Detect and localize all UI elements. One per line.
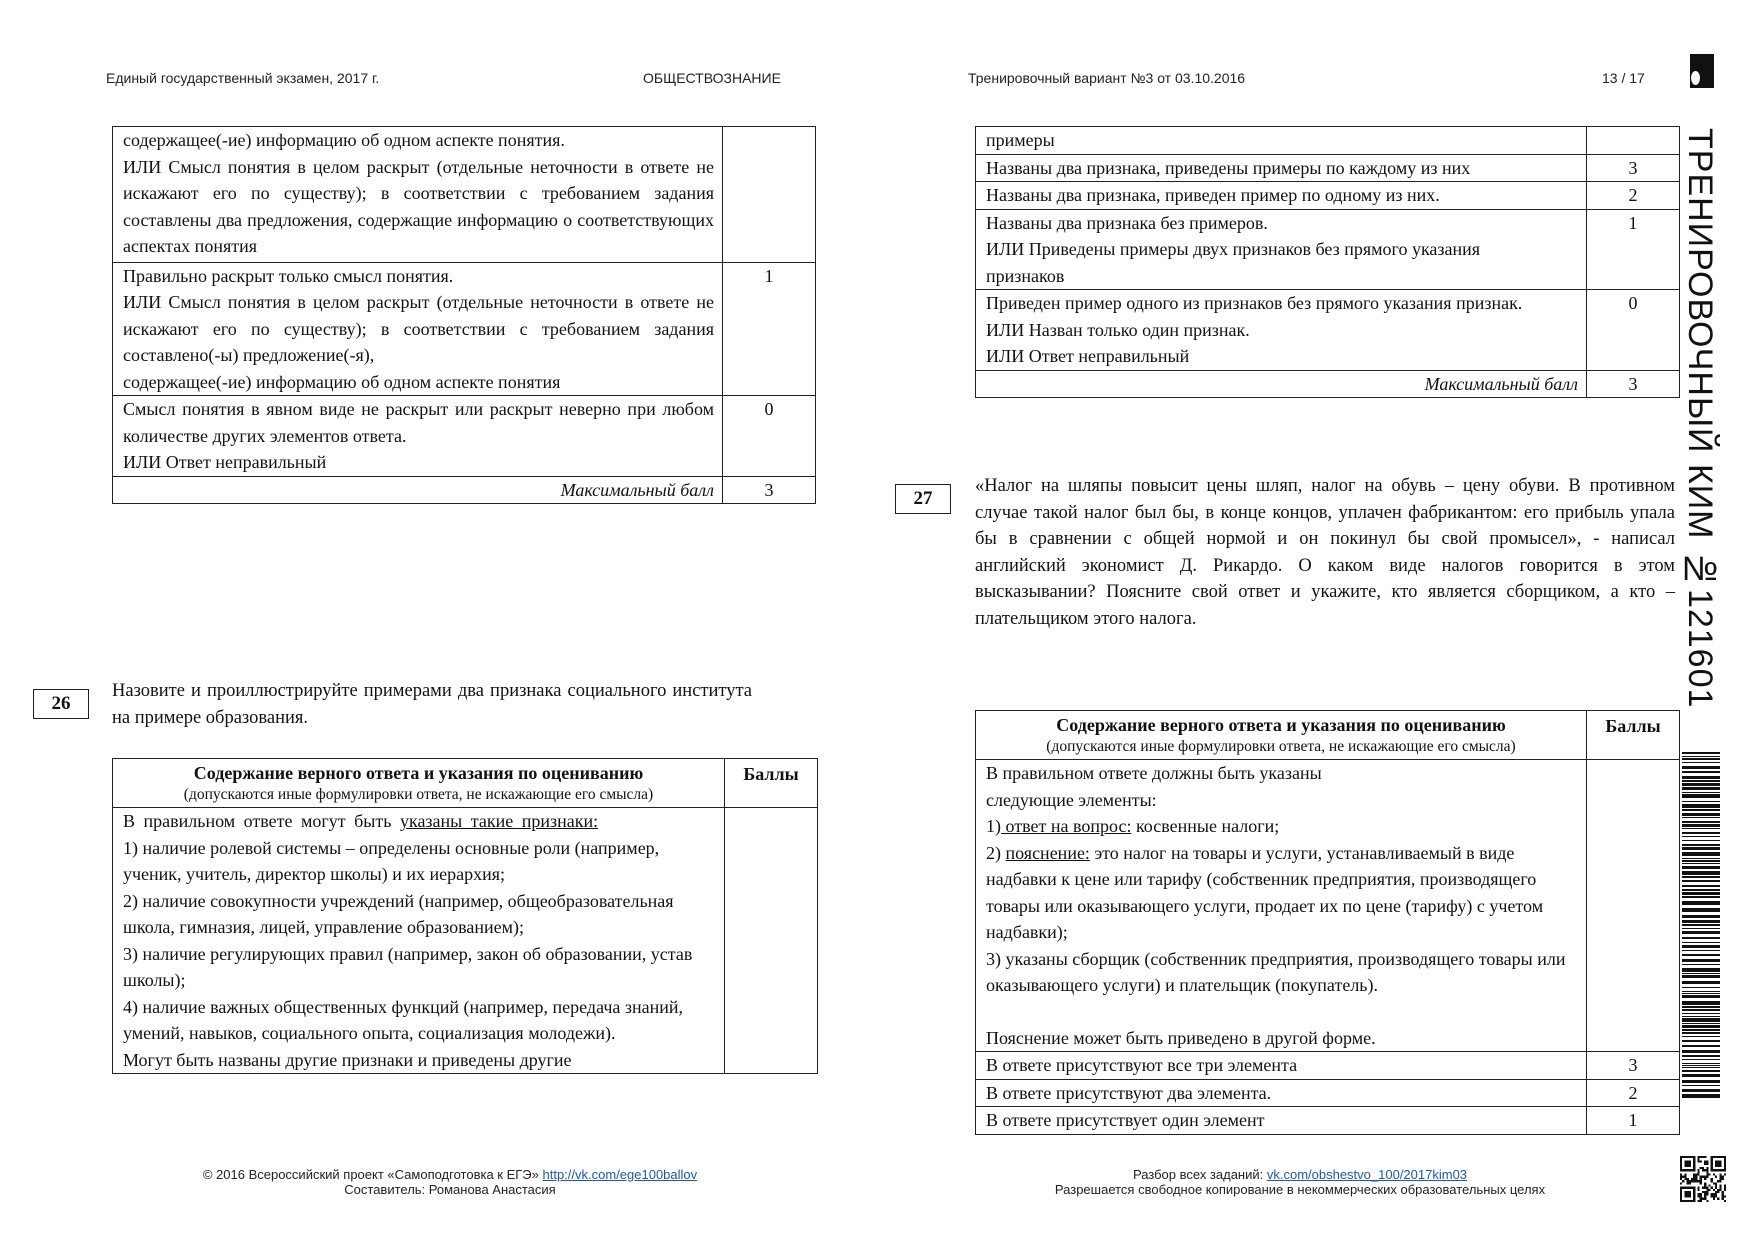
footer-author: Составитель: Романова Анастасия	[344, 1182, 556, 1197]
answer-intro: В правильном ответе должны быть указаны следующие элементы:	[986, 763, 1322, 810]
footer-right	[1000, 1167, 1600, 1197]
table-row	[113, 262, 816, 396]
barcode-icon	[1682, 752, 1720, 1100]
answer-item: 3) наличие регулирующих правил (например, закон об образовании, устав школы);	[123, 943, 693, 990]
criteria-cell: В ответе присутствует один элемент	[976, 1107, 1587, 1135]
table-row	[976, 127, 1680, 155]
q25-scoring-table	[112, 126, 816, 504]
table-row	[976, 154, 1680, 182]
score-cell: 1	[1587, 209, 1680, 290]
header-subject: ОБЩЕСТВОЗНАНИЕ	[643, 70, 781, 86]
footer-analysis-link[interactable]: vk.com/obshestvo_100/2017kim03	[1266, 1167, 1468, 1182]
table-row	[976, 1107, 1680, 1135]
max-score-value: 3	[723, 476, 816, 504]
side-label: ТРЕНИРОВОЧНЫЙ КИМ №121601	[1681, 128, 1719, 709]
table-row	[976, 370, 1680, 398]
criteria-cell: Названы два признака, приведены примеры по каждому из них	[976, 154, 1587, 182]
criteria-line: Смысл понятия в явном виде не раскрыт или раскрыт неверно при любом количестве других элементов ответа.	[123, 399, 714, 446]
table-row	[976, 209, 1680, 290]
table-row	[113, 396, 816, 477]
criteria-cell	[976, 209, 1587, 290]
footer-copyright	[150, 1167, 750, 1182]
content-header-note: (допускаются иные формулировки ответа, не искажающие его смысла)	[1046, 738, 1516, 755]
criteria-cell	[976, 290, 1587, 371]
answer-tail: Могут быть названы другие признаки и приведены другие	[123, 1049, 572, 1070]
footer-left	[150, 1167, 750, 1197]
max-score-label: Максимальный балл	[976, 370, 1587, 398]
max-score-value: 3	[1587, 370, 1680, 398]
table-header-row	[113, 759, 818, 808]
content-header: Содержание верного ответа и указания по оцениванию	[1056, 715, 1506, 735]
criteria-line: Приведен пример одного из признаков без прямого указания признак.	[986, 293, 1523, 313]
item-2-underlined: пояснение:	[1005, 842, 1090, 863]
score-cell: 0	[1587, 290, 1680, 371]
header-page-number: 13 / 17	[1602, 70, 1645, 86]
header-exam-title: Единый государственный экзамен, 2017 г.	[106, 70, 380, 86]
footer-analysis	[1000, 1167, 1600, 1182]
item-1-rest: косвенные налоги;	[1131, 816, 1280, 836]
criteria-cell: В ответе присутствуют все три элемента	[976, 1052, 1587, 1080]
table-row	[976, 760, 1680, 1052]
item-1-underlined: ответ на вопрос:	[1001, 816, 1132, 836]
item-1-prefix: 1)	[986, 816, 1001, 836]
header-variant: Тренировочный вариант №3 от 03.10.2016	[968, 70, 1246, 86]
answer-item-2	[986, 840, 1572, 946]
answer-note: Пояснение может быть приведено в другой форме.	[986, 1027, 1376, 1048]
criteria-line: ИЛИ Ответ неправильный	[986, 346, 1190, 366]
qr-code-icon	[1680, 1156, 1726, 1202]
footer-analysis-text: Разбор всех заданий:	[1132, 1167, 1267, 1182]
criteria-line: Названы два признака без примеров.	[986, 212, 1268, 233]
criteria-line: Правильно раскрыт только смысл понятия.	[123, 265, 454, 286]
criteria-cell: Названы два признака, приведен пример по одному из них.	[976, 182, 1587, 210]
table-row	[976, 182, 1680, 210]
table-row	[976, 290, 1680, 371]
score-cell-empty	[725, 808, 818, 1074]
question-number-26: 26	[33, 689, 89, 719]
answer-item-3: 3) указаны сборщик (собственник предприятия, производящего товары или оказывающего услуги) и плательщик (покупатель).	[986, 948, 1566, 995]
max-score-label: Максимальный балл	[113, 476, 723, 504]
score-cell	[1587, 127, 1680, 155]
criteria-cell	[113, 396, 723, 477]
answer-item: 4) наличие важных общественных функций (например, передача знаний, умений, навыков, социального опыта, социализация молодежи).	[123, 996, 684, 1043]
item-2-rest: это налог на товары и услуги, устанавливаемый в виде надбавки к цене или тарифу (собственник предприятия, производящего товары или оказывающего услуги, продает их по цене (тарифу) с учетом надбавки);	[986, 842, 1544, 942]
table-header-row	[976, 711, 1680, 760]
score-cell: 2	[1587, 1079, 1680, 1107]
spacer	[986, 999, 1572, 1025]
score-cell-empty	[1587, 760, 1680, 1052]
q27-answer-table	[975, 710, 1680, 1135]
score-cell: 3	[1587, 1052, 1680, 1080]
answer-item: 2) наличие совокупности учреждений (например, общеобразовательная школа, гимназия, лицей, управление образованием);	[123, 890, 674, 937]
criteria-line: ИЛИ Приведены примеры двух признаков без прямого указания признаков	[986, 239, 1481, 286]
criteria-line: ИЛИ Смысл понятия в целом раскрыт (отдельные неточности в ответе не искажают его по существу); в соответствии с требованием задания составлено(-ы) предложение(-я),	[123, 292, 714, 365]
criteria-line: содержащее(-ие) информацию об одном аспекте понятия.	[123, 130, 565, 150]
criteria-line: ИЛИ Ответ неправильный	[123, 452, 327, 472]
score-cell: 0	[723, 396, 816, 477]
answer-item-1	[986, 813, 1572, 840]
answer-intro-underlined: указаны такие признаки:	[399, 811, 599, 831]
score-cell: 3	[1587, 154, 1680, 182]
question-number-27: 27	[895, 484, 951, 514]
criteria-cell: В ответе присутствуют два элемента.	[976, 1079, 1587, 1107]
answer-item: 1) наличие ролевой системы – определены основные роли (например, ученик, учитель, директор школы) и их иерархия;	[123, 837, 660, 884]
question-26-text: Назовите и проиллюстрируйте примерами два признака социального института на примере образования.	[112, 681, 752, 728]
table-row	[976, 1079, 1680, 1107]
table-row	[113, 127, 816, 263]
table-row	[113, 808, 818, 1074]
answer-intro	[123, 808, 716, 835]
criteria-line: содержащее(-ие) информацию об одном аспекте понятия	[123, 371, 561, 392]
score-header: Баллы	[725, 759, 818, 808]
criteria-line: ИЛИ Назван только один признак.	[986, 319, 1250, 340]
content-header-note: (допускаются иные формулировки ответа, не искажающие его смысла)	[183, 786, 654, 803]
q26-scoring-table	[975, 126, 1680, 398]
corner-mark-icon	[1690, 54, 1714, 88]
answer-content-cell	[113, 808, 725, 1074]
score-cell: 1	[723, 262, 816, 396]
footer-project-link[interactable]: http://vk.com/ege100ballov	[542, 1167, 698, 1182]
score-cell	[723, 127, 816, 263]
q26-answer-table	[112, 758, 818, 1074]
score-cell: 1	[1587, 1107, 1680, 1135]
answer-content-cell	[976, 760, 1587, 1052]
content-header: Содержание верного ответа и указания по оцениванию	[193, 763, 644, 783]
table-row	[976, 1052, 1680, 1080]
criteria-cell: примеры	[976, 127, 1587, 155]
question-27-text: «Налог на шляпы повысит цены шляп, налог на обувь – цену обуви. В противном случае такой налог был бы, в конце концов, уплачен фабрикантом: его прибыль упала бы в сравнении с общей нормой и он покинул бы свой промысел», - написал английский экономист Д. Рикардо. О каком виде налогов говорится в этом высказывании? Поясните свой ответ и укажите, кто является сборщиком, а кто – плательщиком этого налога.	[975, 476, 1675, 629]
criteria-cell	[113, 127, 723, 263]
content-header-cell	[113, 759, 725, 808]
criteria-line: ИЛИ Смысл понятия в целом раскрыт (отдельные неточности в ответе не искажают его по существу); в соответствии с требованием задания составлены два предложения, содержащие информацию о соответствующих аспектах понятия	[123, 156, 714, 256]
criteria-cell	[113, 262, 723, 396]
table-row	[113, 476, 816, 504]
footer-copyright-text: © 2016 Всероссийский проект «Самоподготовка к ЕГЭ»	[202, 1167, 543, 1182]
score-cell: 2	[1587, 182, 1680, 210]
score-header: Баллы	[1587, 711, 1680, 760]
footer-copy-note: Разрешается свободное копирование в некоммерческих образовательных целях	[1054, 1182, 1546, 1197]
answer-intro-text: В правильном ответе могут быть	[123, 811, 400, 831]
content-header-cell	[976, 711, 1587, 760]
item-2-prefix: 2)	[986, 842, 1006, 863]
